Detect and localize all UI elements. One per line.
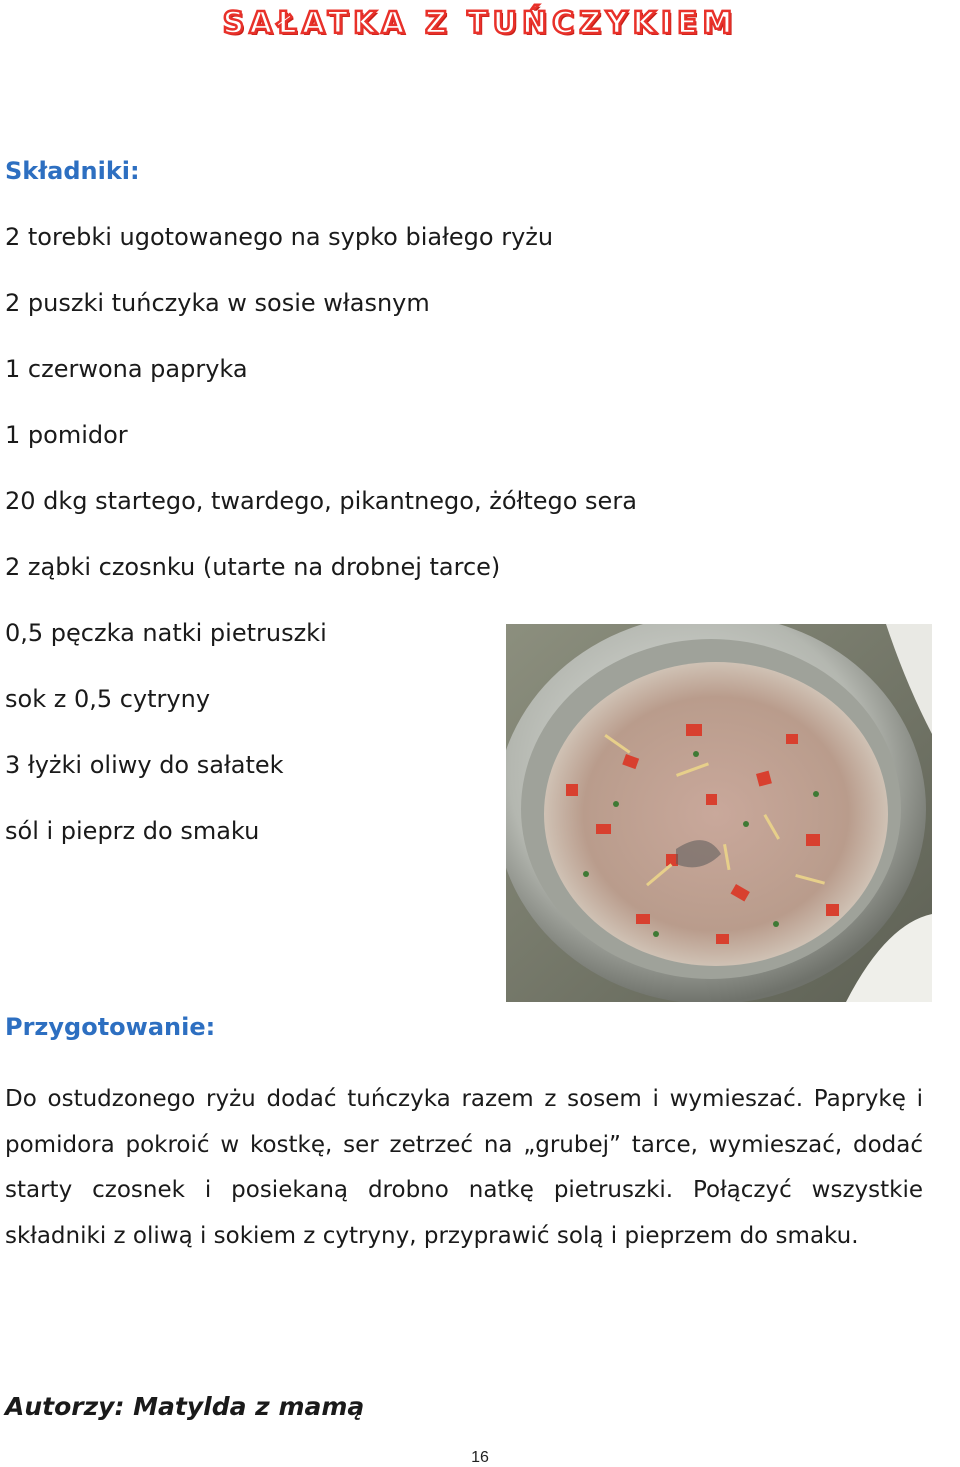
page-number: 16: [471, 1449, 489, 1466]
ingredient-item: 2 puszki tuńczyka w sosie własnym: [5, 289, 430, 317]
ingredient-item: 1 czerwona papryka: [5, 355, 248, 383]
ingredient-item: 2 torebki ugotowanego na sypko białego ryżu: [5, 223, 554, 251]
preparation-heading: Przygotowanie:: [5, 1013, 216, 1041]
preparation-text: Do ostudzonego ryżu dodać tuńczyka razem z sosem i wymieszać. Paprykę i pomidora pokroić w kostkę, ser zetrzeć na „grubej” tarce, wymieszać, dodać starty czosnek i posiekaną drobno natkę pietruszki. Połączyć wszystkie składniki z oliwą i sokiem z cytryny, przyprawić solą i pieprzem do smaku.: [5, 1086, 923, 1249]
ingredient-item: 0,5 pęczka natki pietruszki: [5, 619, 327, 647]
authors-line: Autorzy: Matylda z mamą: [5, 1392, 365, 1421]
ingredient-item: sok z 0,5 cytryny: [5, 685, 211, 713]
ingredient-item: 2 ząbki czosnku (utarte na drobnej tarce): [5, 553, 501, 581]
salad-bowl-illustration: [506, 624, 932, 1002]
ingredient-item: 1 pomidor: [5, 421, 128, 449]
ingredient-item: 3 łyżki oliwy do sałatek: [5, 751, 284, 779]
ingredient-item: sól i pieprz do smaku: [5, 817, 260, 845]
salad-photo: [506, 624, 932, 1002]
recipe-title: SAŁATKA Z TUŃCZYKIEM: [222, 6, 738, 41]
ingredient-item: 20 dkg startego, twardego, pikantnego, żółtego sera: [5, 487, 637, 515]
ingredients-heading: Składniki:: [5, 157, 140, 185]
